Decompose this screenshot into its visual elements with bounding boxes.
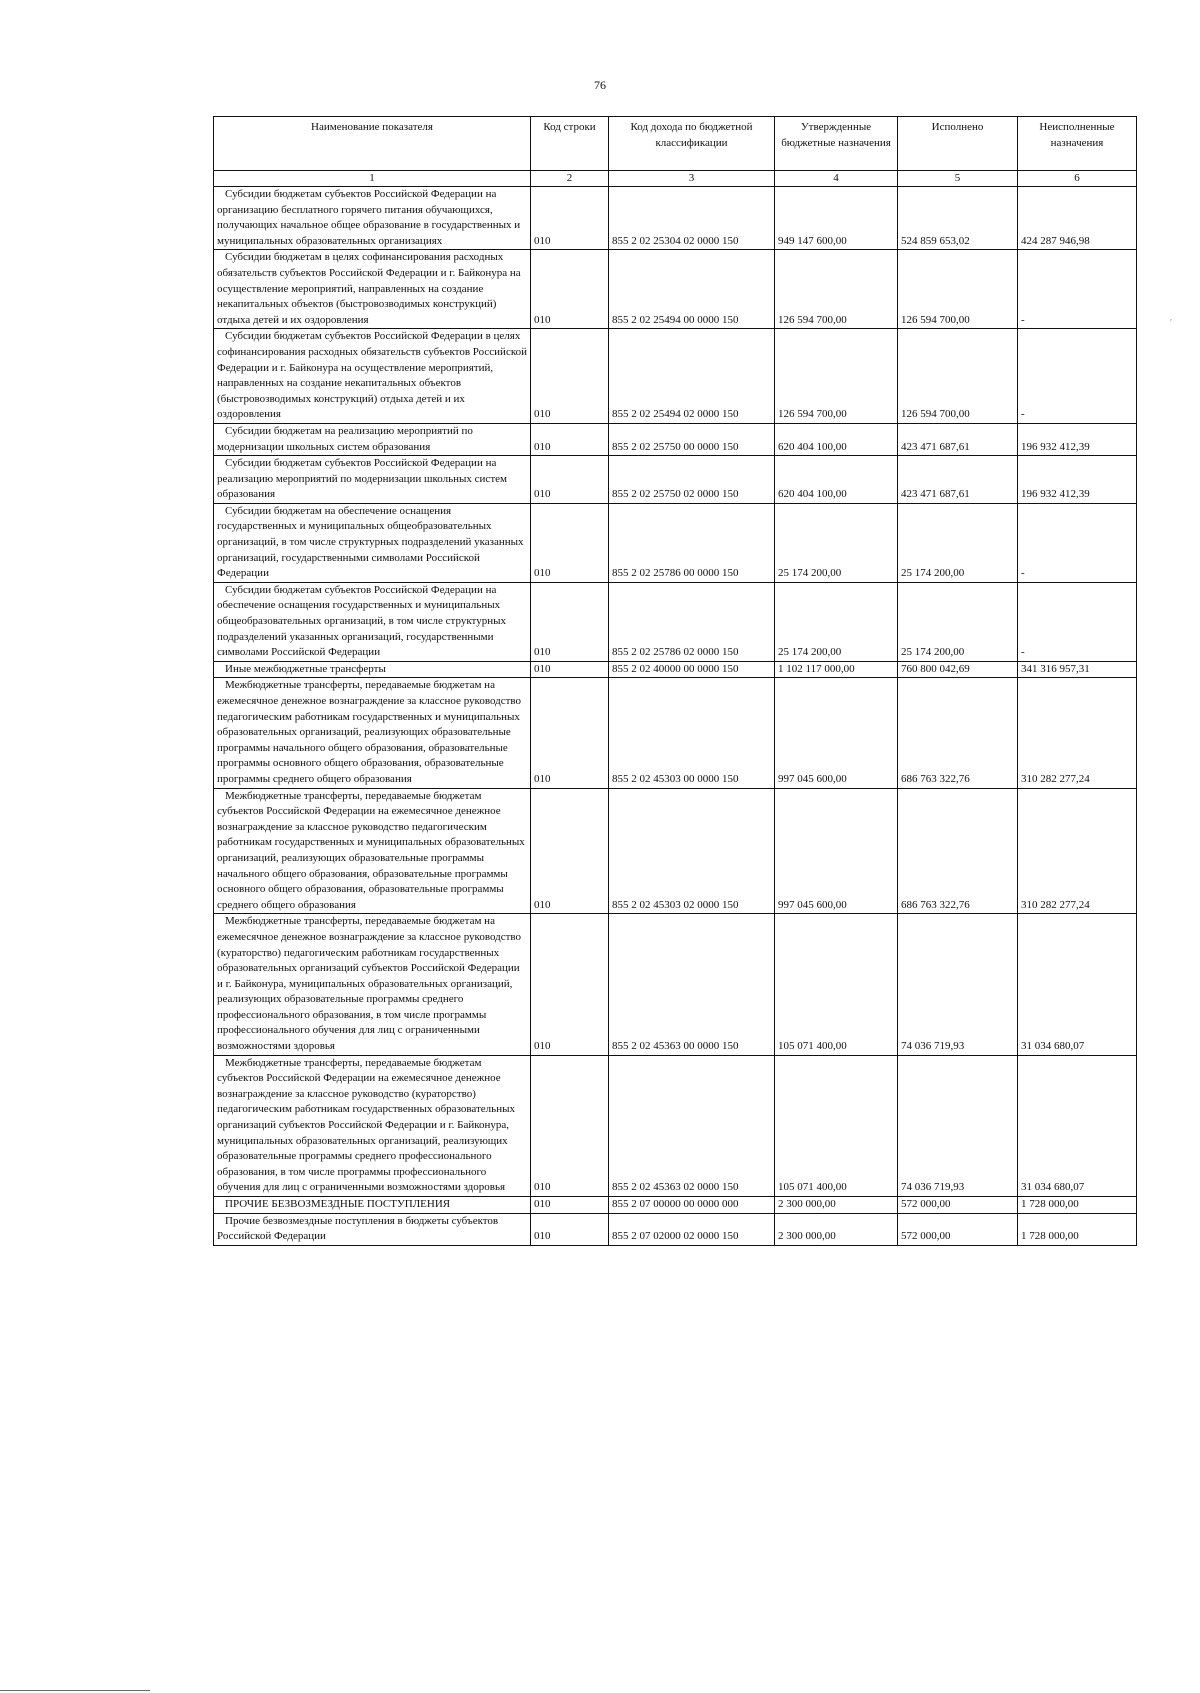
cell-income-code: 855 2 02 25304 02 0000 150 <box>609 187 775 250</box>
cell-unexecuted: - <box>1018 503 1137 582</box>
cell-line-code: 010 <box>531 329 609 424</box>
cell-line-code: 010 <box>531 503 609 582</box>
cell-unexecuted: 310 282 277,24 <box>1018 678 1137 788</box>
table-row <box>214 582 1137 661</box>
cell-income-code: 855 2 02 25750 00 0000 150 <box>609 423 775 455</box>
cell-executed: 524 859 653,02 <box>898 187 1018 250</box>
column-number-row <box>214 171 1137 187</box>
cell-name: Субсидии бюджетам субъектов Российской Федерации на реализацию мероприятий по модернизации школьных систем образования <box>214 456 531 504</box>
cell-unexecuted: - <box>1018 250 1137 329</box>
table-row <box>214 1055 1137 1196</box>
cell-name: Субсидии бюджетам субъектов Российской Федерации в целях софинансирования расходных обязательств субъектов Российской Федерации и г. Байконура на осуществление мероприятий, направленных на создание некапитальных объектов (быстровозводимых конструкций) отдыха детей и их оздоровления <box>214 329 531 424</box>
cell-line-code: 010 <box>531 187 609 250</box>
cell-executed: 126 594 700,00 <box>898 329 1018 424</box>
table-row <box>214 329 1137 424</box>
cell-unexecuted: 1 728 000,00 <box>1018 1197 1137 1214</box>
cell-executed: 686 763 322,76 <box>898 678 1018 788</box>
column-header-executed: Исполнено <box>898 117 1018 171</box>
column-header-income-code: Код дохода по бюджетной классификации <box>609 117 775 171</box>
column-number: 3 <box>609 171 775 187</box>
cell-income-code: 855 2 07 02000 02 0000 150 <box>609 1213 775 1245</box>
cell-income-code: 855 2 02 25750 02 0000 150 <box>609 456 775 504</box>
cell-name: Межбюджетные трансферты, передаваемые бюджетам на ежемесячное денежное вознаграждение за классное руководство (кураторство) педагогическим работникам государственных образовательных организаций субъектов Российской Федерации и г. Байконура, муниципальных образовательных организаций, реализующих образовательные программы среднего профессионального образования, в том числе программы профессионального обучения для лиц с ограниченными возможностями здоровья <box>214 914 531 1055</box>
table-row <box>214 423 1137 455</box>
cell-executed: 686 763 322,76 <box>898 788 1018 914</box>
cell-unexecuted: 1 728 000,00 <box>1018 1213 1137 1245</box>
cell-approved: 997 045 600,00 <box>775 678 898 788</box>
cell-income-code: 855 2 02 45363 00 0000 150 <box>609 914 775 1055</box>
cell-approved: 1 102 117 000,00 <box>775 661 898 678</box>
table-row <box>214 456 1137 504</box>
cell-approved: 126 594 700,00 <box>775 250 898 329</box>
cell-income-code: 855 2 02 25494 00 0000 150 <box>609 250 775 329</box>
column-number: 2 <box>531 171 609 187</box>
table-body <box>214 187 1137 1246</box>
cell-approved: 105 071 400,00 <box>775 1055 898 1196</box>
table-header-row <box>214 117 1137 171</box>
table-row <box>214 788 1137 914</box>
scan-artifact: ' <box>1170 318 1172 329</box>
cell-approved: 949 147 600,00 <box>775 187 898 250</box>
cell-line-code: 010 <box>531 661 609 678</box>
cell-line-code: 010 <box>531 1213 609 1245</box>
cell-line-code: 010 <box>531 456 609 504</box>
column-header-name: Наименование показателя <box>214 117 531 171</box>
table-row <box>214 503 1137 582</box>
cell-approved: 105 071 400,00 <box>775 914 898 1055</box>
cell-executed: 572 000,00 <box>898 1197 1018 1214</box>
cell-name: Прочие безвозмездные поступления в бюджеты субъектов Российской Федерации <box>214 1213 531 1245</box>
column-number: 5 <box>898 171 1018 187</box>
column-header-line-code: Код строки <box>531 117 609 171</box>
cell-executed: 760 800 042,69 <box>898 661 1018 678</box>
table-row <box>214 1197 1137 1214</box>
cell-income-code: 855 2 02 25786 02 0000 150 <box>609 582 775 661</box>
cell-income-code: 855 2 07 00000 00 0000 000 <box>609 1197 775 1214</box>
cell-line-code: 010 <box>531 678 609 788</box>
cell-name: Иные межбюджетные трансферты <box>214 661 531 678</box>
cell-line-code: 010 <box>531 582 609 661</box>
cell-income-code: 855 2 02 25786 00 0000 150 <box>609 503 775 582</box>
cell-name: Межбюджетные трансферты, передаваемые бюджетам субъектов Российской Федерации на ежемесячное денежное вознаграждение за классное руководство (кураторство) педагогическим работникам государственных образовательных организаций субъектов Российской Федерации и г. Байконура, муниципальных образовательных организаций, реализующих образовательные программы среднего профессионального образования, в том числе программы профессионального обучения для лиц с ограниченными возможностями здоровья <box>214 1055 531 1196</box>
cell-name: Субсидии бюджетам в целях софинансирования расходных обязательств субъектов Российской Федерации и г. Байконура на осуществление мероприятий, направленных на создание некапитальных объектов (быстровозводимых конструкций) отдыха детей и их оздоровления <box>214 250 531 329</box>
cell-approved: 2 300 000,00 <box>775 1213 898 1245</box>
table-row <box>214 187 1137 250</box>
column-header-unexecuted: Неисполненные назначения <box>1018 117 1137 171</box>
cell-approved: 2 300 000,00 <box>775 1197 898 1214</box>
table-row <box>214 250 1137 329</box>
cell-income-code: 855 2 02 45303 00 0000 150 <box>609 678 775 788</box>
cell-name: ПРОЧИЕ БЕЗВОЗМЕЗДНЫЕ ПОСТУПЛЕНИЯ <box>214 1197 531 1214</box>
cell-name: Межбюджетные трансферты, передаваемые бюджетам субъектов Российской Федерации на ежемесячное денежное вознаграждение за классное руководство педагогическим работникам государственных и муниципальных образовательных организаций, реализующих образовательные программы начального общего образования, образовательные программы основного общего образования, образовательные программы среднего общего образования <box>214 788 531 914</box>
cell-line-code: 010 <box>531 1197 609 1214</box>
cell-name: Субсидии бюджетам субъектов Российской Федерации на обеспечение оснащения государственных и муниципальных общеобразовательных организаций, в том числе структурных подразделений указанных организаций, государственными символами Российской Федерации <box>214 582 531 661</box>
column-number: 4 <box>775 171 898 187</box>
cell-line-code: 010 <box>531 423 609 455</box>
cell-income-code: 855 2 02 45363 02 0000 150 <box>609 1055 775 1196</box>
table-row <box>214 678 1137 788</box>
edge-line <box>0 1690 150 1691</box>
cell-approved: 997 045 600,00 <box>775 788 898 914</box>
cell-executed: 74 036 719,93 <box>898 914 1018 1055</box>
cell-line-code: 010 <box>531 914 609 1055</box>
cell-line-code: 010 <box>531 250 609 329</box>
cell-approved: 126 594 700,00 <box>775 329 898 424</box>
column-number: 6 <box>1018 171 1137 187</box>
column-number: 1 <box>214 171 531 187</box>
cell-name: Субсидии бюджетам субъектов Российской Федерации на организацию бесплатного горячего питания обучающихся, получающих начальное общее образование в государственных и муниципальных образовательных организациях <box>214 187 531 250</box>
budget-execution-table <box>213 116 1137 1246</box>
cell-name: Межбюджетные трансферты, передаваемые бюджетам на ежемесячное денежное вознаграждение за классное руководство педагогическим работникам государственных и муниципальных образовательных организаций, реализующих образовательные программы начального общего образования, образовательные программы основного общего образования, образовательные программы среднего общего образования <box>214 678 531 788</box>
cell-unexecuted: - <box>1018 582 1137 661</box>
cell-approved: 620 404 100,00 <box>775 456 898 504</box>
cell-line-code: 010 <box>531 1055 609 1196</box>
cell-unexecuted: 31 034 680,07 <box>1018 1055 1137 1196</box>
cell-unexecuted: 196 932 412,39 <box>1018 423 1137 455</box>
cell-executed: 25 174 200,00 <box>898 503 1018 582</box>
cell-executed: 74 036 719,93 <box>898 1055 1018 1196</box>
cell-unexecuted: 196 932 412,39 <box>1018 456 1137 504</box>
cell-name: Субсидии бюджетам на обеспечение оснащения государственных и муниципальных общеобразовательных организаций, в том числе структурных подразделений указанных организаций, государственными символами Российской Федерации <box>214 503 531 582</box>
cell-unexecuted: 424 287 946,98 <box>1018 187 1137 250</box>
cell-name: Субсидии бюджетам на реализацию мероприятий по модернизации школьных систем образования <box>214 423 531 455</box>
table-row <box>214 914 1137 1055</box>
cell-executed: 25 174 200,00 <box>898 582 1018 661</box>
page-number: 76 <box>594 78 606 92</box>
cell-unexecuted: 31 034 680,07 <box>1018 914 1137 1055</box>
cell-line-code: 010 <box>531 788 609 914</box>
cell-unexecuted: 310 282 277,24 <box>1018 788 1137 914</box>
cell-approved: 25 174 200,00 <box>775 503 898 582</box>
cell-approved: 25 174 200,00 <box>775 582 898 661</box>
cell-unexecuted: - <box>1018 329 1137 424</box>
cell-income-code: 855 2 02 45303 02 0000 150 <box>609 788 775 914</box>
cell-income-code: 855 2 02 40000 00 0000 150 <box>609 661 775 678</box>
cell-executed: 572 000,00 <box>898 1213 1018 1245</box>
table-row <box>214 1213 1137 1245</box>
cell-executed: 126 594 700,00 <box>898 250 1018 329</box>
cell-approved: 620 404 100,00 <box>775 423 898 455</box>
cell-income-code: 855 2 02 25494 02 0000 150 <box>609 329 775 424</box>
column-header-approved: Утвержденные бюджетные назначения <box>775 117 898 171</box>
cell-executed: 423 471 687,61 <box>898 456 1018 504</box>
cell-unexecuted: 341 316 957,31 <box>1018 661 1137 678</box>
table-row <box>214 661 1137 678</box>
cell-executed: 423 471 687,61 <box>898 423 1018 455</box>
